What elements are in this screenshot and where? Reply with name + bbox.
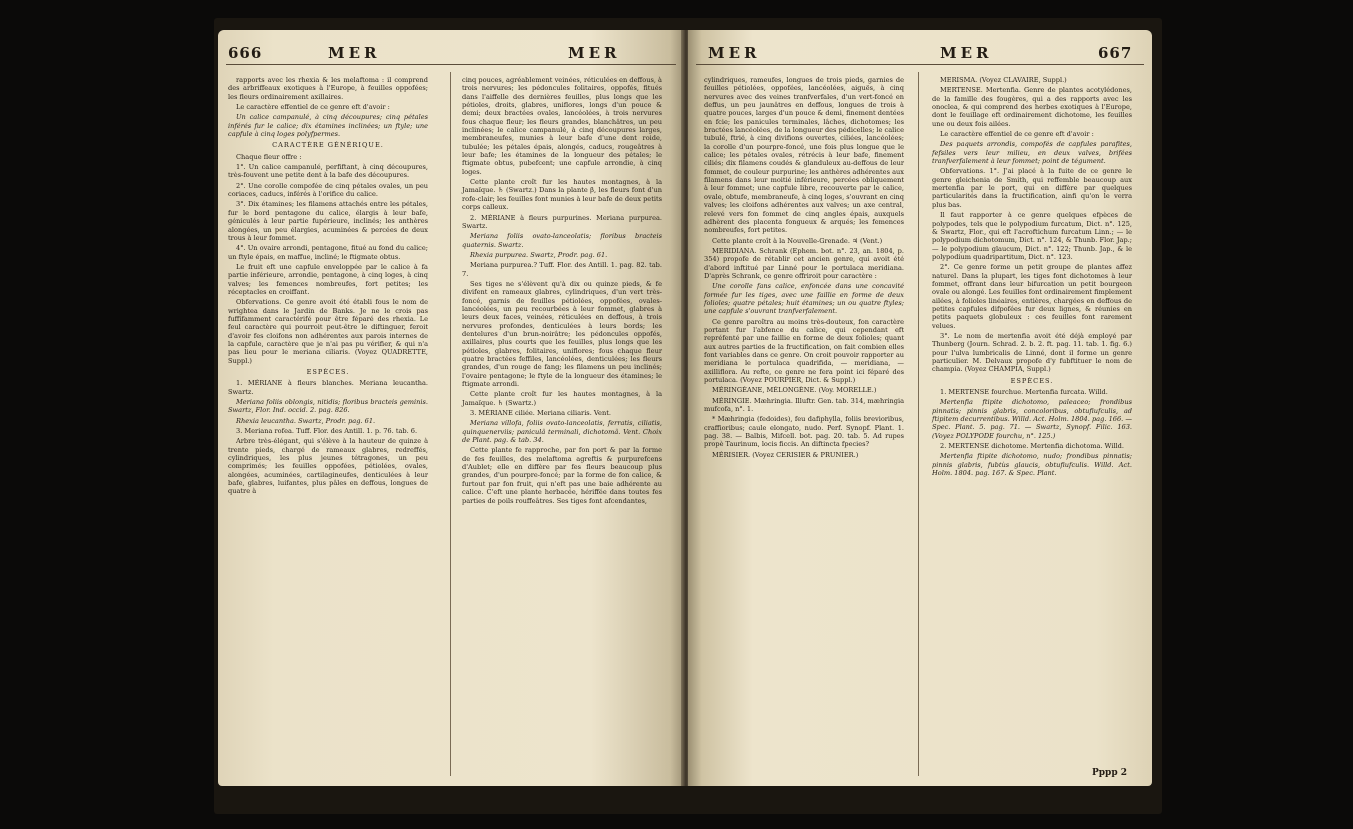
paragraph: 2. MÉRIANE à fleurs purpurines. Meriana purpurea. Swartz.: [462, 213, 662, 230]
right-running-head-left: MER: [708, 44, 761, 62]
paragraph: 3°. Dix étamines; les filamens attachés entre les pétales, fur le bord pentagone du calice, élargis à leur bafe, géniculés à leur partie fupérieure, inclinés; les anthères alongées, un peu élargies, acuminées & percées de deux trous à leur fommet.: [228, 200, 428, 242]
paragraph: Ce genre paroîtra au moins très-douteux, fon caractère portant fur l'abfence du calice, qui cependant eft repréfenté par une faillie en forme de deux folioles; quant aux autres parties de la fructification, on fait combien elles font variables dans ce genre. On croit pouvoir rapporter au meridiana le portulaca quadrifida, — meridiana, — axilliflora. Au refte, ce genre ne fera point ici féparé des portulaca. (Voyez POURPIER, Dict. & Suppl.): [704, 317, 904, 385]
paragraph: 4°. Un ovaire arrondi, pentagone, fitué au fond du calice; un ftyle épais, en maffue, incliné; le ftigmate obtus.: [228, 244, 428, 261]
section-heading: ESPÈCES.: [306, 368, 350, 376]
paragraph: 1. MERTENSE fourchue. Mertenfia furcata. Willd.: [940, 388, 1108, 397]
paragraph: Mertenfia ftipite dichotomo, nudo; frondibus pinnatis; pinnis glabris, fubtùs glaucis, obtufiufculis. Willd. Act. Holm. 1804. pag. 167. & Spec. Plant.: [932, 452, 1132, 478]
paragraph: * Mæhringia (fedoides), feu dafiphylla, foliis brevioribus, craffioribus; caule elongato, nudo. Perf. Synopf. Plant. 1. pag. 38. — Balbis, Mifcell. bot. pag. 20. tab. 5. Ad rupes propè Taurinum, locis ficcis. An diftincta fpecies?: [704, 415, 904, 449]
paragraph: Rhexia leucantha. Swartz, Prodr. pag. 61.: [236, 416, 376, 425]
left-page-column-1: [228, 76, 428, 498]
paragraph: Cette plante croît fur les hautes montagnes, à la Jamaïque. ♄ (Swartz.) Dans la plante β, les fleurs font d'un rofe-clair; les feuilles font munies à leur bafe de deux petits corps calleux.: [462, 178, 662, 212]
header-rule: [226, 64, 676, 65]
paragraph: Un calice campanulé, à cinq découpures; cinq pétales inférés fur le calice; dix étamines inclinées; un ftyle; une capfule à cinq loges polyfpermes.: [228, 113, 428, 139]
right-page: [688, 30, 1152, 786]
paragraph: Le caractère effentiel de ce genre eft d'avoir :: [236, 103, 390, 112]
right-page-number: 667: [1098, 44, 1133, 62]
paragraph: Une corolle fans calice, enfoncée dans une concavité formée fur les tiges, avec une faillie en forme de deux folioles; quatre pétales; huit étamines; un ou quatre ftyles; une capfule s'ouvrant tranfverfalement.: [704, 282, 904, 316]
section-heading: ESPÈCES.: [1010, 376, 1054, 385]
paragraph: 1. MÉRIANE à fleurs blanches. Meriana leucantha. Swartz.: [228, 379, 428, 396]
signature-mark: Pppp 2: [1092, 768, 1128, 778]
paragraph: Ses tiges ne s'élèvent qu'à dix ou quinze pieds, & fe divifent en rameaux glabres, cylindriques, d'un vert très-foncé, garnis de feuilles pétiolées, oppofées, ovales-lancéolées, un peu recourbées à leur fommet, glabres à leurs deux faces, veinées, réticulées en deffous, à trois nervures profondes, denticulées à leurs bords; les dentelures d'un brun-noirâtre; les pédoncules oppofés, axillaires, plus courts que les feuilles, plus longs que les pétioles, glabres, folitaires, uniflores; fous chaque fleur quatre bractées feffiles, lancéolées, denticulées; les fleurs grandes, d'un rouge de fang; les filamens un peu inclinés; l'ovaire pentagone; le ftyle de la longueur des étamines; le ftigmate arrondi.: [462, 279, 662, 389]
right-page-column-2: [932, 76, 1132, 479]
paragraph: MÉRINGIE. Mæhringia. Illuftr. Gen. tab. 314, mæhringia mufcofa, n°. 1.: [704, 396, 904, 414]
column-divider: [918, 72, 919, 776]
paragraph: 2°. Ce genre forme un petit groupe de plantes affez naturel. Dans la plupart, les tiges font dichotomes à leur fommet, offrant dans leur bifurcation un petit bourgeon ovale ou alongé. Les feuilles font ordinairement fimplement ailées, à folioles linéaires, entières, chargées en deffous de petites capfules difpofées fur deux lignes, & réunies en petits paquets globuleux : ces feuilles font rarement velues.: [932, 263, 1132, 330]
paragraph: MERISMA. (Voyez CLAVAIRE, Suppl.): [940, 76, 1067, 84]
paragraph: 2. MERTENSE dichotome. Mertenfia dichotoma. Willd.: [940, 442, 1124, 451]
paragraph: Mertenfia ftipite dichotomo, paleaceo; frondibus pinnatis; pinnis glabris, concoloribus, obtufiufculis, ad ftipitem decurrentibus. Willd. Act. Holm. 1804. pag. 166. — Spec. Plant. 5. pag. 71. — Swartz, Synopf. Filic. 163. (Voyez POLYPODE fourchu, n°. 125.): [932, 398, 1132, 440]
left-running-head: MER: [328, 44, 381, 62]
paragraph: Des paquets arrondis, compofés de capfules parafites, fefsiles vers leur milieu, en deux valves, brifées tranfverfalement à leur fommet; point de tégument.: [932, 140, 1132, 166]
paragraph: MÉRINGÉANE, MÉLONGÈNE. (Voy. MORELLE.): [712, 386, 877, 395]
paragraph: 3. Meriana rofea. Tuff. Flor. des Antill. 1. p. 76. tab. 6.: [236, 427, 418, 436]
right-page-column-1: [704, 76, 904, 461]
paragraph: MERTENSE. Mertenfia. Genre de plantes acotylédones, de la famille des fougères, qui a des rapports avec les onoclea, & qui comprend des herbes exotiques à l'Europe, dont le feuillage eft ordinairement dichotome, les feuilles une ou deux fois ailées.: [932, 86, 1132, 128]
column-divider: [450, 72, 451, 776]
paragraph: cylindriques, rameufes, longues de trois pieds, garnies de feuilles pétiolées, oppofées, lancéolées, aiguës, à cinq nervures avec des veines tranfverfales, d'un vert-foncé en deffus, un peu jaunâtres en deffous, longues de trois à quatre pouces, larges d'un pouce & demi, finement dentées en fcie; les panicules terminales, lâches, dichotomes; les bractées lancéolées, de la longueur des pédicelles; le calice tubulé, ftrié, à cinq divifions ouvertes, ciliées, lancéolées; la corolle d'un pourpre-foncé, une fois plus longue que le calice; les pétales ovales, rétrécis à leur bafe, finement ciliés; dix filamens coudés & glanduleux au-deffous de leur fommet, de couleur purpurine; les anthères adhérentes aux filamens dans leur moitié inférieure, percées obliquement à leur fommet; une capfule libre, recouverte par le calice, ovale, obtufe, membraneufe, à cinq loges, s'ouvrant en cinq valves; les cloifons adhérentes aux valves; un axe central, relevé vers fon fommet de cinq angles épais, auxquels adhèrent des placenta fongueux & arqués; les femences nombreufes, fort petites.: [704, 76, 904, 235]
left-page-column-2: [462, 76, 662, 507]
paragraph: Meriana foliis ovato-lanceolatis; floribus bracteis quaternis. Swartz.: [462, 232, 662, 249]
paragraph: Meriana foliis oblongis, nitidis; floribus bracteis geminis. Swartz, Flor. Ind. occid. 2. pag. 826.: [228, 398, 428, 415]
paragraph: MERIDIANA. Schrank (Ephem. bot. n°. 23, an. 1804, p. 354) propofe de rétablir cet ancien genre, qui avoit été d'abord inftitué par Linné pour le portulaca meridiana. D'après Schrank, ce genre offriroit pour caractère :: [704, 246, 904, 280]
paragraph: 3°. Le nom de mertenfia avoit été déjà employé par Thunberg (Journ. Schrad. 2. b. 2. ft. pag. 11. tab. 1. fig. 6.) pour l'ulva lumbricalis de Linné, dont il forme un genre particulier. M. Delvaux propofe d'y fubftituer le nom de champia. (Voyez CHAMPIA, Suppl.): [932, 331, 1132, 374]
paragraph: Rhexia purpurea. Swartz, Prodr. pag. 61.: [470, 250, 608, 259]
left-page-number: 666: [228, 44, 263, 62]
paragraph: Obfervations. 1°. J'ai placé à la fuite de ce genre le genre gleichenia de Smith, qui reffemble beaucoup aux mertenfia par le port, qui en diffère par quelques particularités dans la fructification, ainfi qu'on le verra plus bas.: [932, 167, 1132, 209]
paragraph: Cette plante croît à la Nouvelle-Grenade. ♃ (Vent.): [712, 236, 883, 245]
paragraph: Obfervations. Ce genre avoit été établi fous le nom de wrightea dans le Jardin de Banks. Je ne le crois pas fuffifamment caractérifé pour être féparé des rhexia. Le feul caractère qui pourroit peut-être le diftinguer, feroit d'avoir fes cloifons non adhérentes aux parois internes de la capfule, caractère que je n'ai pas pu vérifier, & qui n'a pas lieu pour le meriana ciliaris. (Voyez QUADRETTE, Suppl.): [228, 298, 428, 365]
paragraph: Le fruit eft une capfule enveloppée par le calice à fa partie inférieure, arrondie, pentagone, à cinq loges, à cinq valves; les femences nombreufes, fort petites; les réceptacles en croiffant.: [228, 262, 428, 296]
section-heading: CARACTÈRE GÉNÉRIQUE.: [272, 141, 384, 150]
paragraph: cinq pouces, agréablement veinées, réticulées en deffous, à trois nervures; les pédoncules folitaires, oppofés, fitués dans l'aiffelle des dernières feuilles, plus longs que les pétioles, droits, glabres, uniflores, longs d'un pouce & demi; deux bractées ovales, lancéolées, à trois nervures fous chaque fleur; les fleurs grandes, blanchâtres, un peu inclinées; le calice campanulé, à cinq découpures larges, membraneufes, munies à leur bafe d'une dent roide, tubulée; les pétales épais, alongés, caducs, rougeâtres à leur bafe; les étamines de la longueur des pétales; le ftigmate obtus, pubefcent; une capfule arrondie, à cinq loges.: [462, 76, 662, 176]
paragraph: Le caractère effentiel de ce genre eft d'avoir :: [940, 130, 1094, 139]
paragraph: Meriana purpurea.? Tuff. Flor. des Antill. 1. pag. 82. tab. 7.: [462, 261, 662, 278]
paragraph: 2°. Une corolle compofée de cinq pétales ovales, un peu coriaces, caducs, inférés à l'orifice du calice.: [228, 181, 428, 199]
header-rule: [696, 64, 1144, 65]
paragraph: Chaque fleur offre :: [236, 152, 302, 161]
left-running-head-right: MER: [568, 44, 621, 62]
paragraph: Meriana villofa, foliis ovato-lanceolatis, ferratis, ciliatis, quinquenerviis; paniculâ terminali, dichotomâ. Vent. Choix de Plant. pag. & tab. 34.: [462, 419, 662, 445]
paragraph: rapports avec les rhexia & les melaftoma : il comprend des arbriffeaux exotiques à l'Europe, à feuilles oppofées; les fleurs ordinairement axillaires.: [228, 76, 428, 101]
paragraph: Cette plante fe rapproche, par fon port & par la forme de fes feuilles, des melaftoma agreftis & purpurefcens d'Aublet; elle en diffère par fes fleurs beaucoup plus grandes, d'un pourpre-foncé; par la forme de fon calice, & furtout par fon fruit, qui n'eft pas une baie adhérente au calice. C'eft une plante herbacée, hériffée dans toutes fes parties de poils rouffeâtres. Ses tiges font afcendantes,: [462, 446, 662, 505]
paragraph: Il faut rapporter à ce genre quelques efpèces de polypodes, tels que le polypodium furcatum, Dict. n°. 125, & Swartz, Flor., qui eft l'acroftichum furcatum Linn.; — le polypodium dichotomum, Dict. n°. 124, & Thunb. Flor. Jap.; — le polypodium glaucum, Dict. n°. 122; Thunb. Jap., & le polypodium quadripartitum, Dict. n°. 123.: [932, 211, 1132, 261]
paragraph: Cette plante croît fur les hautes montagnes, à la Jamaïque. ♄ (Swartz.): [462, 390, 662, 407]
left-page: [218, 30, 684, 786]
right-running-head: MER: [940, 44, 993, 62]
paragraph: MÉRISIER. (Voyez CERISIER & PRUNIER.): [712, 450, 859, 459]
paragraph: 3. MÉRIANE ciliée. Meriana ciliaris. Vent.: [470, 409, 611, 418]
paragraph: 1°. Un calice campanulé, perfiftant, à cinq découpures, très-fouvent une petite dent à la bafe des découpures.: [228, 163, 428, 180]
paragraph: Arbre très-élégant, qui s'élève à la hauteur de quinze à trente pieds, chargé de rameaux glabres, redreffés, cylindriques, les plus jeunes tétragones, un peu comprimés; les feuilles oppofées, pétiolées, ovales, alongées, acuminées, cartilagineufes, denticulées à leur bafe, glabres, luifantes, plus pâles en deffous, longues de quatre à: [228, 437, 428, 496]
